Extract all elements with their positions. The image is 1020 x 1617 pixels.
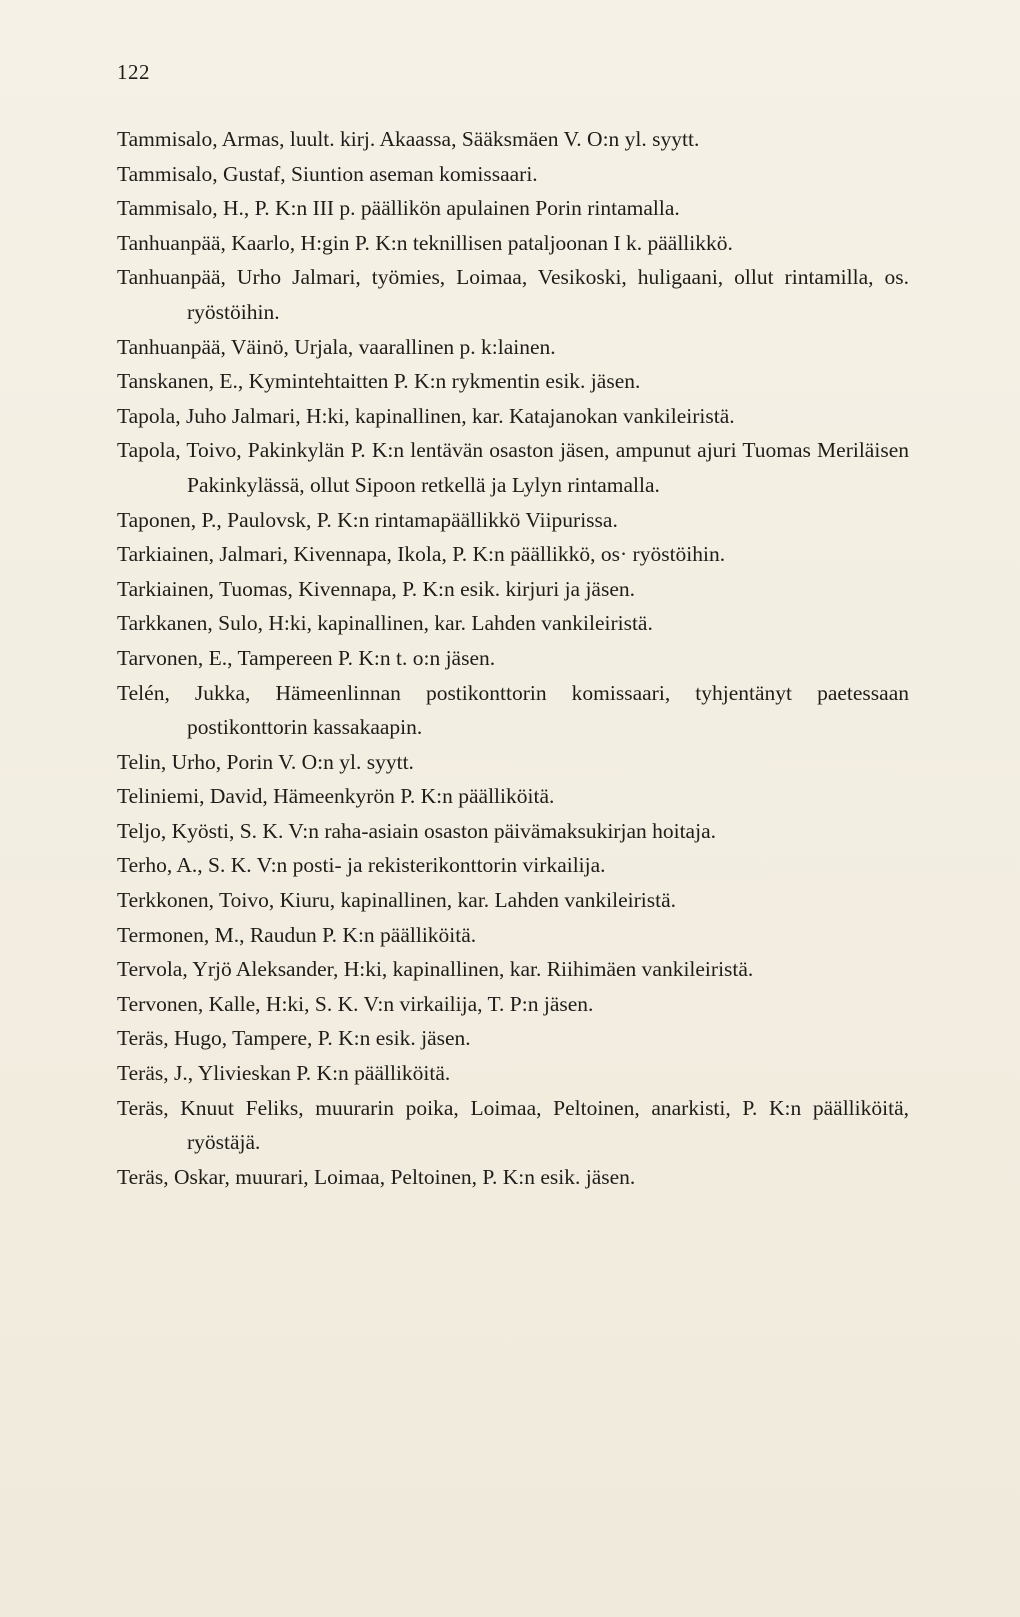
list-item: Terkkonen, Toivo, Kiuru, kapinallinen, kar. Lahden vankileiristä. (117, 888, 677, 913)
list-item: Telin, Urho, Porin V. O:n yl. syytt. (117, 749, 414, 774)
list-item: Tanhuanpää, Urho Jalmari, työmies, Loimaa, Vesikoski, huligaani, ollut rintamilla, os. ryöstöihin. (117, 265, 909, 324)
list-item: Teräs, Hugo, Tampere, P. K:n esik. jäsen. (117, 1026, 471, 1051)
list-item: Tarkiainen, Tuomas, Kivennapa, P. K:n esik. kirjuri ja jäsen. (117, 576, 636, 601)
list-item: Tervonen, Kalle, H:ki, S. K. V:n virkailija, T. P:n jäsen. (117, 991, 594, 1016)
list-item: Teljo, Kyösti, S. K. V:n raha-asiain osaston päivämaksukirjan hoitaja. (117, 818, 716, 843)
list-item: Tanhuanpää, Kaarlo, H:gin P. K:n teknillisen pataljoonan I k. päällikkö. (117, 230, 733, 255)
list-item: Tapola, Juho Jalmari, H:ki, kapinallinen, kar. Katajanokan vankileiristä. (117, 403, 735, 428)
list-item: Tarkkanen, Sulo, H:ki, kapinallinen, kar. Lahden vankileiristä. (117, 611, 653, 636)
list-item: Tarkiainen, Jalmari, Kivennapa, Ikola, P. K:n päällikkö, os· ryöstöihin. (117, 542, 726, 567)
list-item: Tervola, Yrjö Aleksander, H:ki, kapinallinen, kar. Riihimäen vankileiristä. (117, 957, 754, 982)
list-item: Teräs, J., Ylivieskan P. K:n päälliköitä. (117, 1061, 451, 1086)
list-item: Tanskanen, E., Kymintehtaitten P. K:n rykmentin esik. jäsen. (117, 369, 641, 394)
list-item: Tammisalo, Armas, luult. kirj. Akaassa, Sääksmäen V. O:n yl. syytt. (117, 127, 700, 151)
entry-list (117, 122, 909, 1194)
page-number: 122 (117, 60, 150, 84)
list-item: Tanhuanpää, Väinö, Urjala, vaarallinen p. k:lainen. (117, 334, 556, 359)
list-item: Teräs, Oskar, muurari, Loimaa, Peltoinen, P. K:n esik. jäsen. (117, 1164, 636, 1189)
list-item: Telén, Jukka, Hämeenlinnan postikonttorin komissaari, tyhjentänyt paetessaan postikonttorin kassakaapin. (117, 680, 909, 740)
list-item: Tarvonen, E., Tampereen P. K:n t. o:n jäsen. (117, 645, 496, 670)
list-item: Teliniemi, David, Hämeenkyrön P. K:n päälliköitä. (117, 784, 555, 809)
list-item: Terho, A., S. K. V:n posti- ja rekisterikonttorin virkailija. (117, 853, 606, 878)
list-item: Tapola, Toivo, Pakinkylän P. K:n lentävän osaston jäsen, ampunut ajuri Tuomas Meriläisen Pakinkylässä, ollut Sipoon retkellä ja Lylyn rintamalla. (117, 438, 909, 497)
list-item: Taponen, P., Paulovsk, P. K:n rintamapäällikkö Viipurissa. (117, 507, 618, 532)
list-item: Tammisalo, Gustaf, Siuntion aseman komissaari. (117, 161, 538, 186)
list-item: Termonen, M., Raudun P. K:n päälliköitä. (117, 922, 477, 947)
list-item: Tammisalo, H., P. K:n III p. päällikön apulainen Porin rintamalla. (117, 196, 680, 221)
list-item: Teräs, Knuut Feliks, muurarin poika, Loimaa, Peltoinen, anarkisti, P. K:n päälliköitä, ryöstäjä. (117, 1095, 909, 1155)
